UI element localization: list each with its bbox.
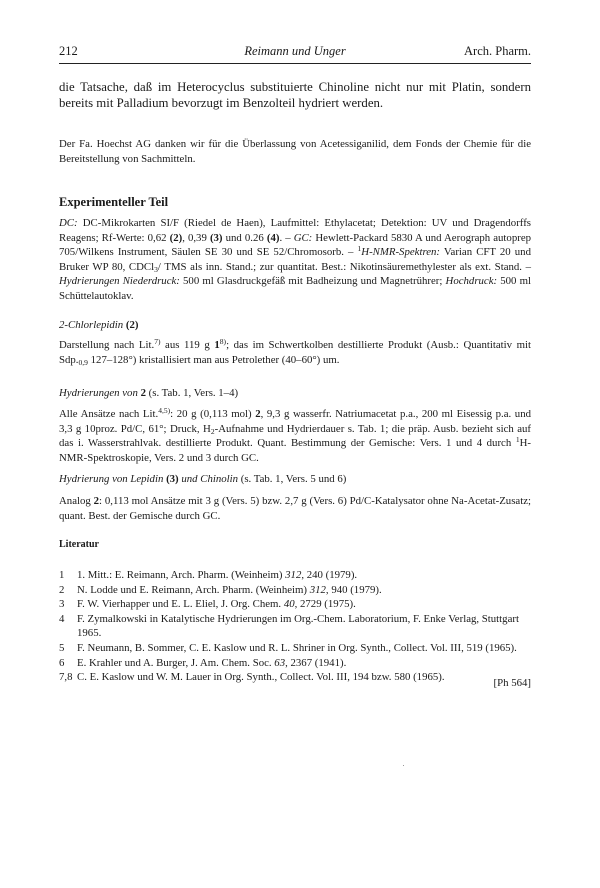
lead-paragraph: die Tatsache, daß im Heterocyclus substituierte Chinoline nicht nur mit Platin, sondern bereits mit Palladium bevorzugt im Benzolteil hydriert werden.	[59, 80, 531, 110]
compound-ref: 1	[214, 339, 220, 351]
experimental-paragraph: DC: DC-Mikrokarten SI/F (Riedel de Haen), Laufmittel: Ethylacetat; Detektion: UV und Dragendorffs Reagens; Rf-Werte: 0,62 (2), 0,39 (3) und 0.26 (4). – GC: Hewlett-Packard 5830 A und Aerograph autoprep 705/Wilkens Instrument, Säulen SE 30 und SE 52/Chromosorb. – $^1$H-NMR-Spektren: Varian CFT 20 und Bruker WP 80, CDCl$_3$/ TMS als inn. Stand.; zur quantitat. Best.: Nikotinsäuremethylester als ext. Stand. – Hydrierungen Niederdruck: 500 ml Glasdruckgefäß mit Badheizung und Magnetrührer; Hochdruck: 500 ml Schüttelautoklav.	[59, 217, 532, 302]
hydrierung2-paragraph: Alle Ansätze nach Lit.$^{4,5)}$: 20 g (0,113 mol) 2, 9,3 g wasserfr. Natriumacetat p.a., 200 ml Eisessig p.a. und 3,3 g 10proz. Pd/C, 61°; Druck, $H_2$-Aufnahme und Hydrierdauer s. Tab. 1; die präp. Ausb. bezieht sich auf das i. Wasserstrahlvak. destillierte Produkt. Quant. Bestimmung der Gemische: Vers. 1 und 4 durch $^1$H-NMR-Spektroskopie, Vers. 2 und 3 durch GC.	[59, 406, 531, 464]
compound-ref: 2	[93, 495, 100, 507]
running-title: Reimann und Unger	[244, 44, 346, 58]
literature-heading: Literatur	[59, 539, 99, 550]
reference-item: 2 N. Lodde und E. Reimann, Arch. Pharm. (Weinheim) 312, 940 (1979).	[59, 583, 382, 596]
acknowledgement-paragraph: Der Fa. Hoechst AG danken wir für die Überlassung von Acetessiganilid, dem Fonds der Chemie für die Bereitstellung von Sachmitteln.	[59, 138, 531, 165]
reference-item: 5 F. Neumann, B. Sommer, C. E. Kaslow und R. L. Shriner in Org. Synth., Collect. Vol. III, 519 (1965).	[59, 641, 517, 654]
chlorlepidin-paragraph: Darstellung nach Lit.$^{7)}$ aus 119 g 1$^{8)}$; das im Schwertkolben destillierte Produkt (Ausb.: Quantitativ mit $Sdp._{0,9}$ 127–128°) kristallisiert man aus Petrolether (40–60°) um.	[59, 337, 531, 367]
hydrierung2-heading: Hydrierungen von 2 (s. Tab. 1, Vers. 1–4)	[59, 387, 239, 399]
reference-item: 6 E. Krahler und A. Burger, J. Am. Chem. Soc. 63, 2367 (1941).	[59, 656, 347, 669]
reference-item: 4 F. Zymalkowski in Katalytische Hydrierungen im Org.-Chem. Laboratorium, F. Enke Verlag, Stuttgart 1965.	[59, 612, 519, 640]
scan-speck	[403, 765, 404, 766]
header-rule	[59, 63, 531, 64]
journal-name: Arch. Pharm.	[464, 44, 531, 58]
reference-number: 2	[59, 583, 65, 596]
compound-ref: (3)	[209, 231, 223, 244]
compound-ref: 2	[140, 387, 146, 399]
reference-number: 4	[59, 612, 65, 625]
reference-number: 7,8	[59, 671, 73, 684]
compound-ref: (3)	[166, 473, 179, 485]
chlorlepidin-heading: 2-Chlorlepidin (2)	[59, 319, 139, 331]
page-number: 212	[59, 44, 78, 58]
reference-item: 3 F. W. Vierhapper und E. L. Eliel, J. Org. Chem. 40, 2729 (1975).	[59, 598, 356, 611]
dc-label: DC:	[59, 217, 78, 229]
reference-item: 7,8 C. E. Kaslow und W. M. Lauer in Org. Synth., Collect. Vol. III, 194 bzw. 580 (1965).	[59, 671, 445, 684]
hydrierung3-paragraph: Analog 2: 0,113 mol Ansätze mit 3 g (Vers. 5) bzw. 2,7 g (Vers. 6) Pd/C-Katalysator ohne Na-Acetat-Zusatz; quant. Best. der Gemische durch GC.	[59, 495, 531, 522]
reference-list	[59, 568, 531, 685]
reference-number: 3	[59, 598, 65, 611]
compound-ref: (2)	[169, 231, 183, 244]
running-head	[59, 44, 531, 60]
high-pressure-label: Hochdruck:	[445, 275, 498, 288]
compound-ref: 2	[255, 408, 261, 420]
reference-number: 5	[59, 641, 65, 654]
reference-number: 1	[59, 569, 65, 581]
reference-number: 6	[59, 656, 65, 669]
compound-ref: (4)	[266, 231, 280, 244]
low-pressure-label: Hydrierungen Niederdruck:	[59, 275, 180, 288]
compound-ref: (2)	[125, 319, 139, 331]
manuscript-code: [Ph 564]	[493, 677, 531, 689]
experimental-heading: Experimenteller Teil	[59, 195, 169, 209]
nmr-label: H-NMR-Spektren:	[361, 246, 441, 259]
gc-label: GC:	[293, 231, 313, 244]
hydrierung3-heading: Hydrierung von Lepidin (3) und Chinolin (s. Tab. 1, Vers. 5 und 6)	[59, 473, 347, 485]
reference-item: 1 1. Mitt.: E. Reimann, Arch. Pharm. (Weinheim) 312, 240 (1979).	[59, 569, 358, 581]
